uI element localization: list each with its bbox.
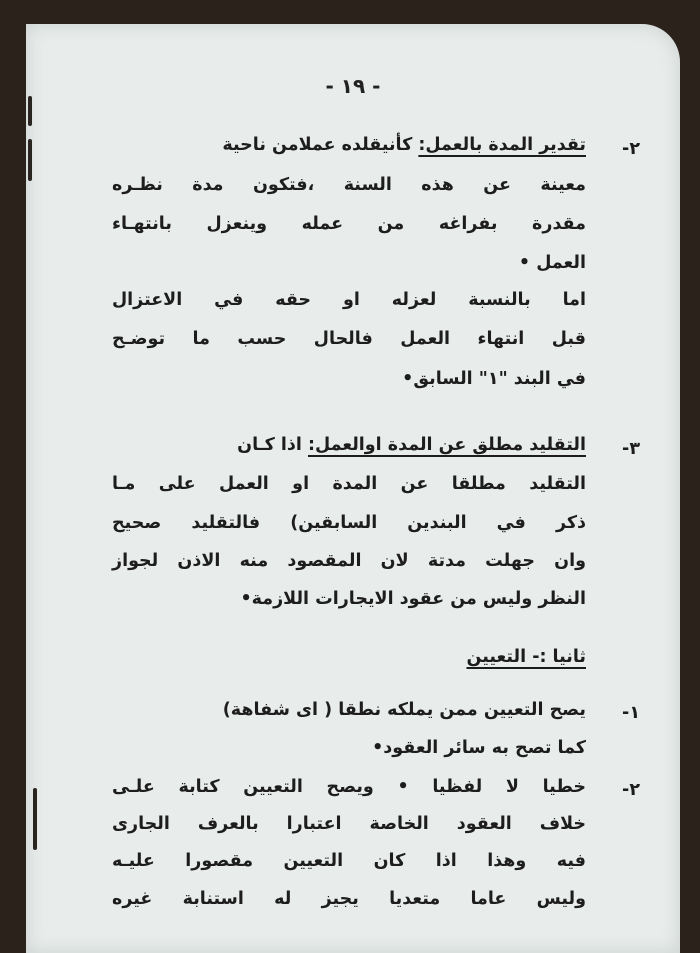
section-2-line: اما بالنسبة لعزله او حقه في الاعتزال (112, 290, 586, 310)
section-3-line: النظر وليس من عقود الايجارات اللازمة• (240, 589, 586, 609)
item-2-line: خطيا لا لفظيا • ويصح التعيين كتابة علـى (112, 777, 586, 797)
section-3-line: ذكر في البندين السابقين) فالتقليد صحيح (112, 513, 586, 533)
item-2-line: وليس عاما متعديا يجيز له استنابة غيره (112, 889, 586, 909)
item-1-line: يصح التعيين ممن يملكه نطقا ( اى شفاهة) (222, 700, 586, 720)
item-1-number: ١- (622, 703, 640, 723)
item-2-line: فيه وهذا اذا كان التعيين مقصورا عليـه (112, 851, 586, 871)
binding-hole-mark (28, 139, 32, 181)
section-2-line: قبل انتهاء العمل فالحال حسب ما توضـح (112, 329, 586, 349)
item-1-line: كما تصح به سائر العقود• (372, 738, 586, 758)
section-3-line: وان جهلت مدتة لان المقصود منه الاذن لجواز (112, 551, 586, 571)
document-page (26, 24, 680, 953)
section-2-heading: تقدير المدة بالعمل: (418, 135, 586, 155)
section-2-line: معينة عن هذه السنة ،فتكون مدة نظـره (112, 175, 586, 195)
section-3-heading: التقليد مطلق عن المدة اوالعمل: (308, 435, 586, 455)
section-3-line: اذا كـان (237, 435, 302, 455)
section-2-line: العمل • (518, 253, 586, 273)
item-2-number: ٢- (622, 780, 640, 800)
binding-hole-mark (28, 96, 32, 126)
page-number: - ١٩ - (325, 74, 381, 98)
section-3-heading-line (112, 434, 586, 456)
section-2-line: مقدرة بفراغه من عمله وينعزل بانتهـاء (112, 214, 586, 234)
section-2-line: كأنيقلده عملامن ناحية (222, 135, 413, 155)
section-2-heading-line (112, 134, 586, 156)
binding-hole-mark (33, 788, 37, 850)
section-3-line: التقليد مطلقا عن المدة او العمل على مـا (112, 474, 586, 494)
section-2-number: ٢- (622, 139, 640, 159)
item-2-line: خلاف العقود الخاصة اعتبارا بالعرف الجارى (112, 814, 586, 834)
section-3-number: ٣- (622, 439, 640, 459)
part-2-heading: ثانيا :- التعيين (466, 647, 586, 667)
section-2-line: في البند "١" السابق• (402, 369, 586, 389)
